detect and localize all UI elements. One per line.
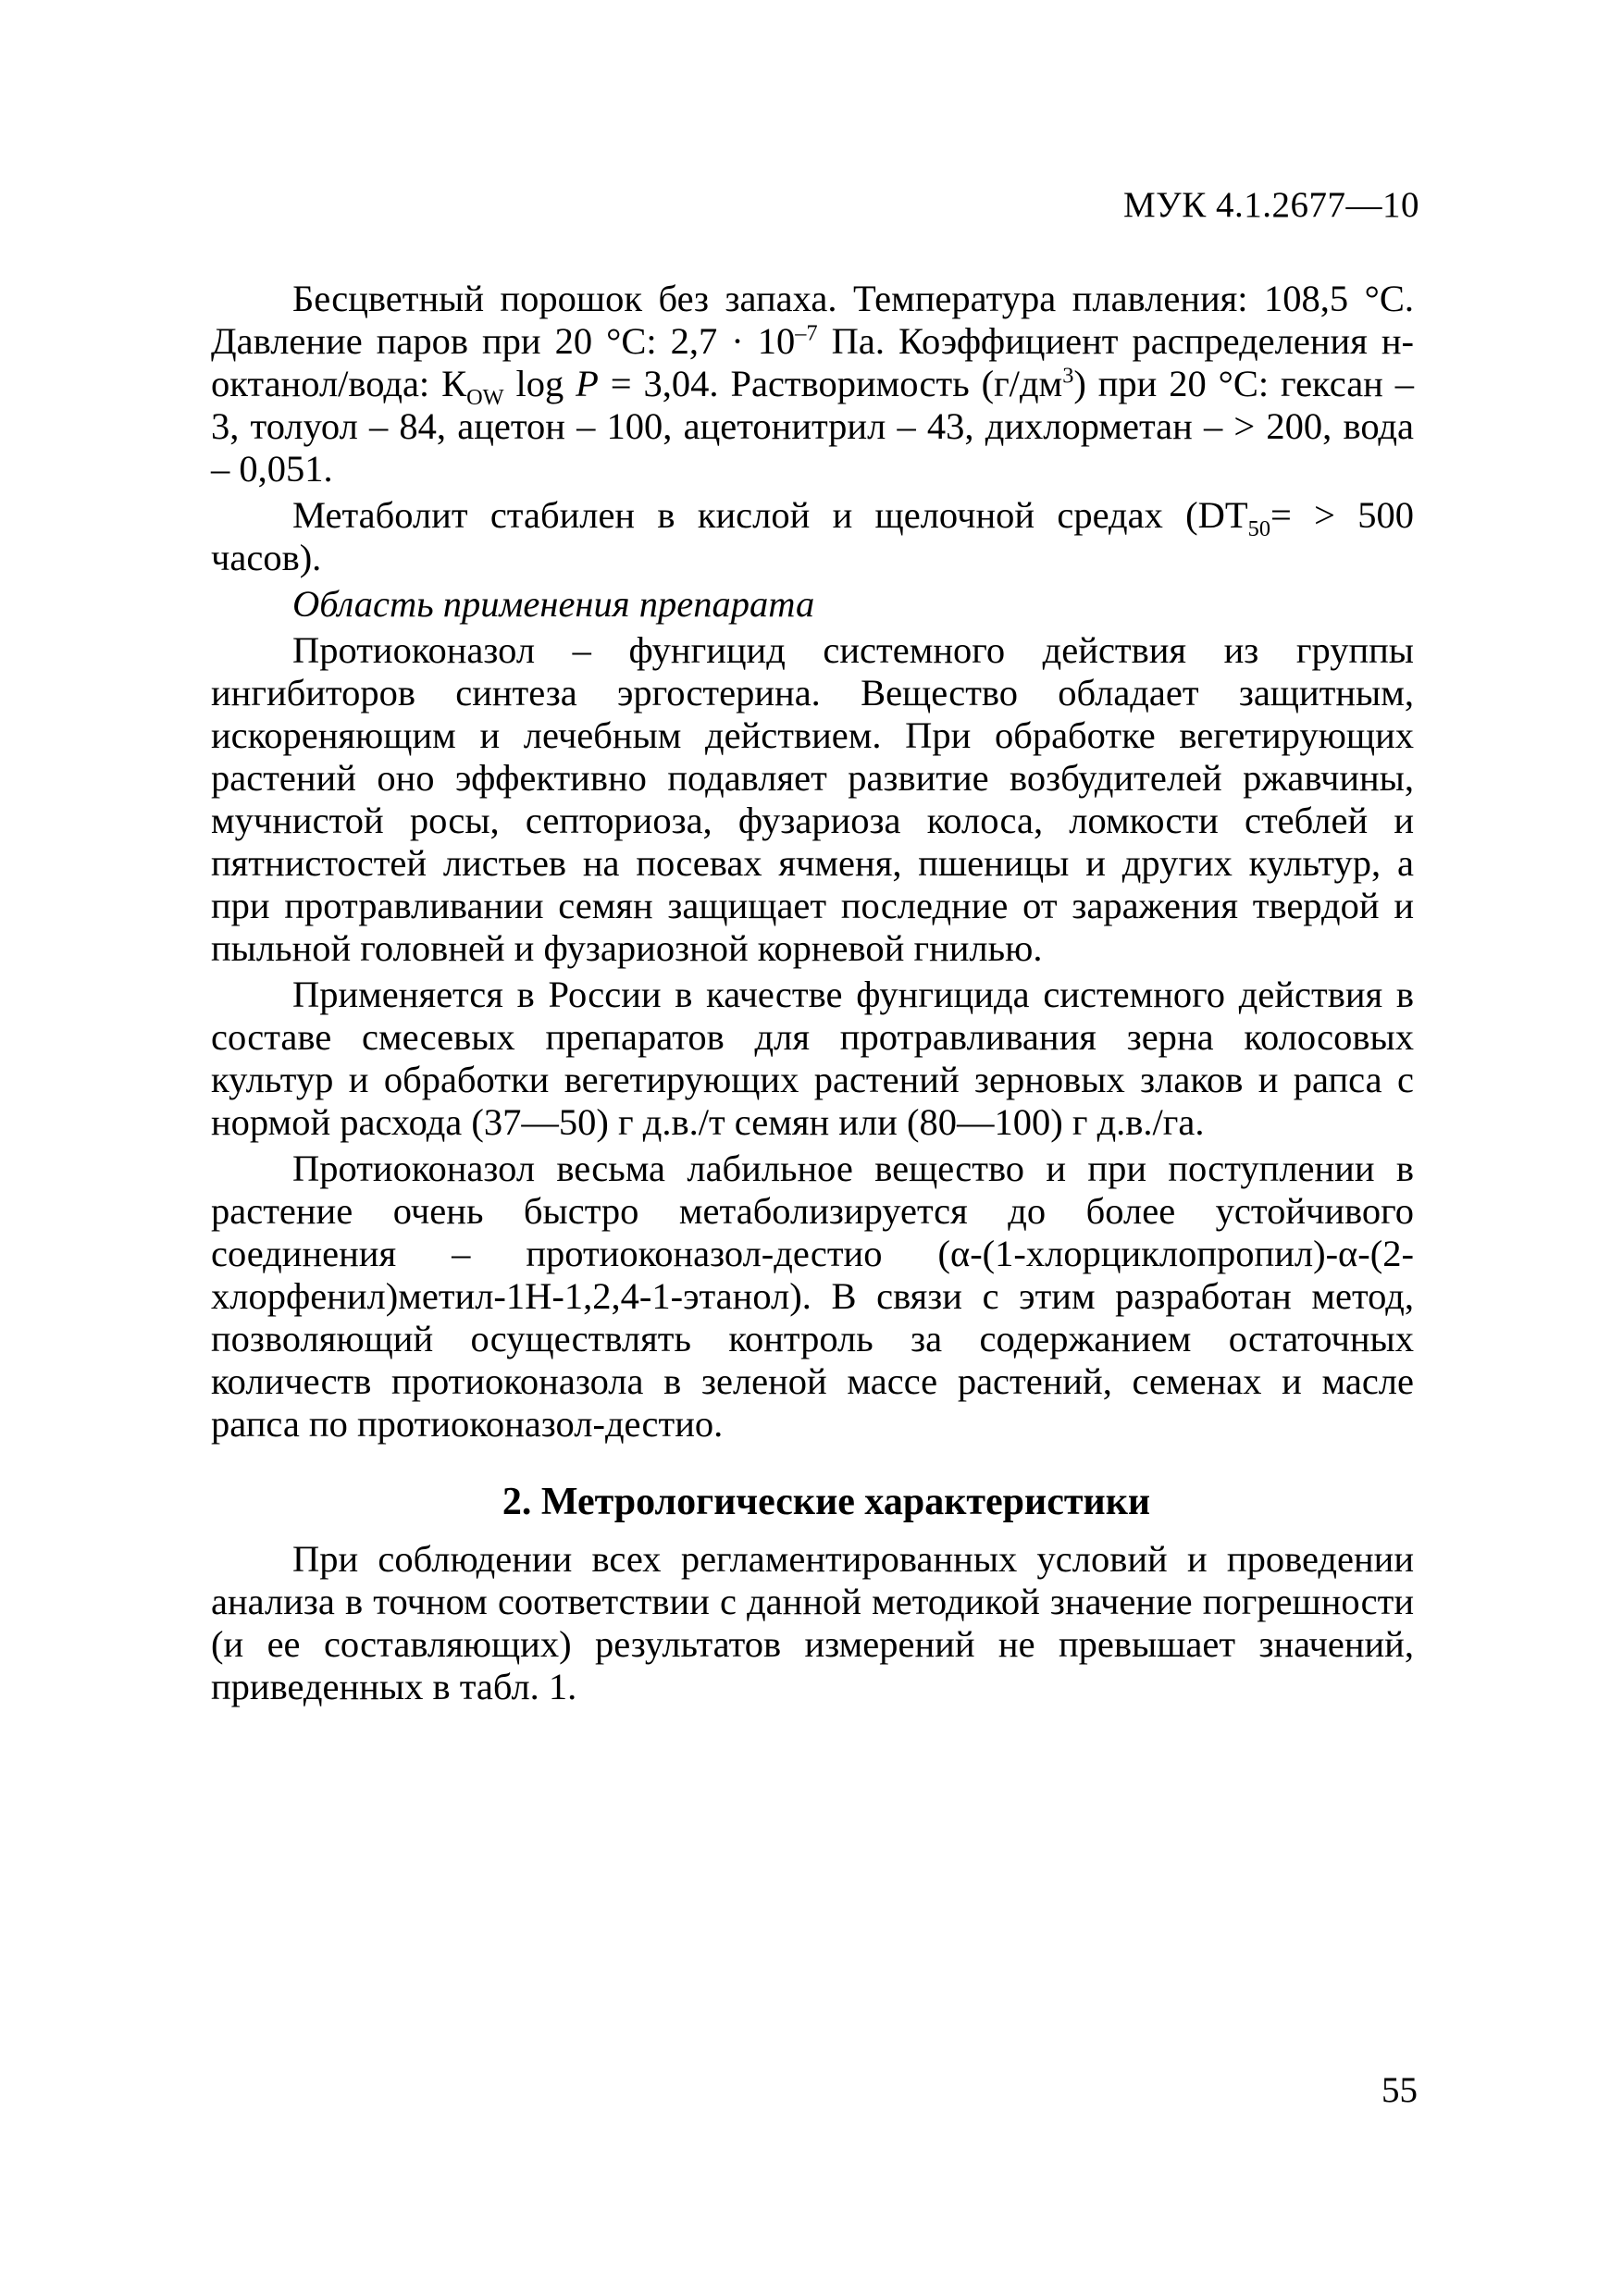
kow-subscript: OW (466, 385, 504, 411)
stability-text-2: = > 500 часов). (211, 494, 1414, 578)
running-header: МУК 4.1.2677—10 (1122, 185, 1419, 225)
properties-text-3: log (503, 363, 576, 404)
application-paragraph-1: Протиоконазол – фунгицид системного действия из группы ингибиторов синтеза эргостерина. Вещество обладает защитным, искореняющим и лечебным действием. При обработке вегетирующих растений оно эффективно подавляет развитие возбудителей ржавчины, мучнистой росы, септориоза, фузариоза колоса, ломкости стеблей и пятнистостей листьев на посевах ячменя, пшеницы и других культур, а при протравливании семян защищает последние от заражения твердой и пыльной головней и фузариозной корневой гнилью. (211, 629, 1414, 969)
properties-text-5: ) при 20 °С: гексан – 3, толуол – 84, ацетон – 100, ацетонитрил – 43, дихлорметан – > 200, вода – 0,051. (211, 363, 1414, 490)
cubic-superscript: 3 (1062, 363, 1074, 389)
properties-text-1: Бесцветный порошок без запаха. Температура плавления: 108,5 °С. Давление паров при 20 °С: 2,7 · 10 (211, 278, 1414, 362)
properties-text-2: Па. Коэффициент распределения н-октанол/вода: К (211, 320, 1414, 404)
application-paragraph-3: Протиоконазол весьма лабильное вещество и при поступлении в растение очень быстро метаболизируется до более устойчивого соединения – протиоконазол-дестио (α-(1-хлорциклопропил)-α-(2-хлорфенил)метил-1Н-1,2,4-1-этанол). В связи с этим разработан метод, позволяющий осуществлять контроль за содержанием остаточных количеств протиоконазола в зеленой массе растений, семенах и масле рапса по протиоконазол-дестио. (211, 1148, 1414, 1445)
variable-p: P (576, 363, 599, 404)
metrology-paragraph: При соблюдении всех регламентированных условий и проведении анализа в точном соответствии с данной методикой значение погрешности (и ее составляющих) результатов измерений не превышает значений, приведенных в табл. 1. (211, 1538, 1414, 1707)
properties-paragraph (211, 278, 1414, 490)
metabolite-stability-paragraph (211, 494, 1414, 579)
page-number: 55 (1381, 2070, 1418, 2110)
application-heading: Область применения препарата (292, 583, 815, 625)
application-paragraph-2: Применяется в России в качестве фунгицида системного действия в составе смесевых препаратов для протравливания зерна колосовых культур и обработки вегетирующих растений зерновых злаков и рапса с нормой расхода (37—50) г д.в./т семян или (80—100) г д.в./га. (211, 974, 1414, 1143)
properties-text-4: = 3,04. Растворимость (г/дм (598, 363, 1063, 404)
dt50-subscript: 50 (1247, 516, 1270, 542)
body-text (211, 278, 1414, 1708)
stability-text-1: Метаболит стабилен в кислой и щелочной средах (DT (292, 494, 1248, 536)
section-title: 2. Метрологические характеристики (502, 1481, 1151, 1523)
exponent: –7 (795, 320, 818, 346)
